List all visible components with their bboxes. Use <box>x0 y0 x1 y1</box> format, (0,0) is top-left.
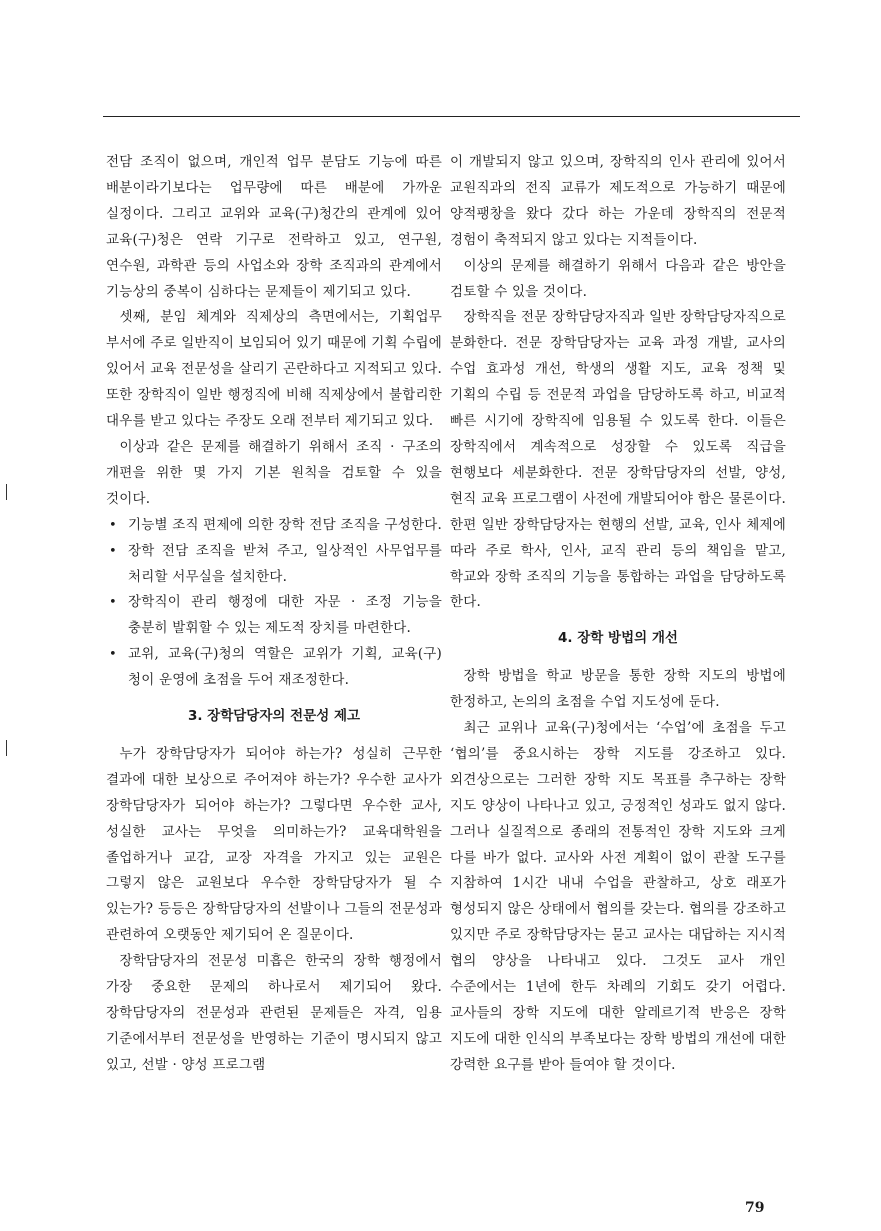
paragraph: 장학담당자의 전문성 미흡은 한국의 장학 행정에서 가장 중요한 문제의 하나로서 제기되어 왔다. 장학담당자의 전문성과 관련된 문제들은 자격, 임용 기준에서부터 전문성을 반영하는 기준이 명시되지 않고 있고, 선발 · 양성 프로그램 <box>106 953 442 1073</box>
margin-mark <box>6 484 7 500</box>
left-column <box>106 150 442 1079</box>
paragraph: 이상과 같은 문제를 해결하기 위해서 조직 · 구조의 개편을 위한 몇 가지 기본 원칙을 검토할 수 있을 것이다. <box>106 438 442 507</box>
list-item-text: 장학직이 관리 행정에 대한 자문 · 조정 기능을 충분히 발휘할 수 있는 제도적 장치를 마련한다. <box>128 594 442 637</box>
section-heading: 3. 장학담당자의 전문성 제고 <box>187 708 361 725</box>
list-item-text: 교위, 교육(구)청의 역할은 교위가 기획, 교육(구)청이 운영에 초점을 두어 재조정한다. <box>128 646 442 689</box>
list-item <box>106 539 442 591</box>
section-heading: 4. 장학 방법의 개선 <box>558 630 678 647</box>
paragraph: 누가 장학담당자가 되어야 하는가? 성실히 근무한 결과에 대한 보상으로 주어져야 하는가? 우수한 교사가 장학담당자가 되어야 하는가? 그렇다면 우수한 교사, 성실한 교사는 무엇을 의미하는가? 교육대학원을 졸업하거나 교감, 교장 자격을 가지고 있는 교원은 그렇지 않은 교원보다 우수한 장학담당자가 될 수 있는가? 등등은 장학담당자의 선발이나 그들의 전문성과 관련하여 오랫동안 제기되어 온 질문이다. <box>106 745 442 944</box>
paragraph: 전담 조직이 없으며, 개인적 업무 분담도 기능에 따른 배분이라기보다는 업무량에 따른 배분에 가까운 실정이다. 그리고 교위와 교육(구)청간의 관계에 있어 교육(구)청은 연락 기구로 전락하고 있고, 연구원, 연수원, 과학관 등의 사업소와 장학 조직과의 관계에서 기능상의 중복이 심하다는 문제들이 제기되고 있다. <box>106 154 442 300</box>
right-column <box>450 150 786 1079</box>
list-item <box>106 642 442 694</box>
bullet-icon: • <box>109 647 117 663</box>
list-item <box>106 590 442 642</box>
principles-list <box>106 513 442 694</box>
list-item-text: 장학 전담 조직을 받쳐 주고, 일상적인 사무업무를 처리할 서무실을 설치한다. <box>128 542 442 585</box>
margin-mark <box>6 740 7 756</box>
bullet-icon: • <box>109 517 117 533</box>
bullet-icon: • <box>109 543 117 559</box>
page-number: 79 <box>745 1200 765 1216</box>
paragraph: 장학 방법을 학교 방문을 통한 장학 지도의 방법에 한정하고, 논의의 초점을 수업 지도성에 둔다. <box>450 668 786 711</box>
header-rule <box>103 116 800 117</box>
paragraph: 장학직을 전문 장학담당자직과 일반 장학담당자직으로 분화한다. 전문 장학담당자는 교육 과정 개발, 교사의 수업 효과성 개선, 학생의 생활 지도, 교육 정책 및 기획의 수립 등 전문적 과업을 담당하도록 하고, 비교적 빠른 시기에 장학직에 임용될 수 있도록 한다. 이들은 장학직에서 계속적으로 성장할 수 있도록 직급을 현행보다 세분화한다. 전문 장학담당자의 선발, 양성, 현직 교육 프로그램이 사전에 개발되어야 함은 물론이다. 한편 일반 장학담당자는 현행의 선발, 교육, 인사 체제에 따라 주로 학사, 인사, 교직 관리 등의 책임을 맡고, 학교와 장학 조직의 기능을 통합하는 과업을 담당하도록 한다. <box>450 309 787 611</box>
paragraph: 이상의 문제를 해결하기 위해서 다음과 같은 방안을 검토할 수 있을 것이다. <box>450 257 786 300</box>
list-item-text: 기능별 조직 편제에 의한 장학 전담 조직을 구성한다. <box>128 516 442 533</box>
list-item <box>106 513 442 539</box>
paragraph: 셋째, 분임 체계와 직제상의 측면에서는, 기획업무 부서에 주로 일반직이 보임되어 있기 때문에 기획 수립에 있어서 교육 전문성을 살리기 곤란하다고 지적되고 있다. 또한 장학직이 일반 행정직에 비해 직제상에서 불합리한 대우를 받고 있다는 주장도 오래 전부터 제기되고 있다. <box>106 309 442 430</box>
paragraph: 최근 교위나 교육(구)청에서는 ‘수업’에 초점을 두고 ‘협의’를 중요시하는 장학 지도를 강조하고 있다. 외견상으로는 그러한 장학 지도 목표를 추구하는 장학 지도 양상이 나타나고 있고, 긍정적인 성과도 없지 않다. 그러나 실질적으로 종래의 전통적인 장학 지도와 크게 다를 바가 없다. 교사와 사전 계획이 없이 관찰 도구를 지참하여 1시간 내내 수업을 관찰하고, 상호 래포가 형성되지 않은 상태에서 협의를 갖는다. 협의를 강조하고 있지만 주로 장학담당자는 묻고 교사는 대답하는 지시적 협의 양상을 나타내고 있다. 그것도 교사 개인 수준에서는 1년에 한두 차례의 기회도 갖기 어렵다. 교사들의 장학 지도에 대한 알레르기적 반응은 장학 지도에 대한 인식의 부족보다는 장학 방법의 개선에 대한 강력한 요구를 받아 들여야 할 것이다. <box>450 720 786 1073</box>
paragraph: 이 개발되지 않고 있으며, 장학직의 인사 관리에 있어서 교원직과의 전직 교류가 제도적으로 가능하기 때문에 양적팽창을 왔다 갔다 하는 가운데 장학직의 전문적 경험이 축적되지 않고 있다는 지적들이다. <box>450 154 786 248</box>
bullet-icon: • <box>109 595 117 611</box>
